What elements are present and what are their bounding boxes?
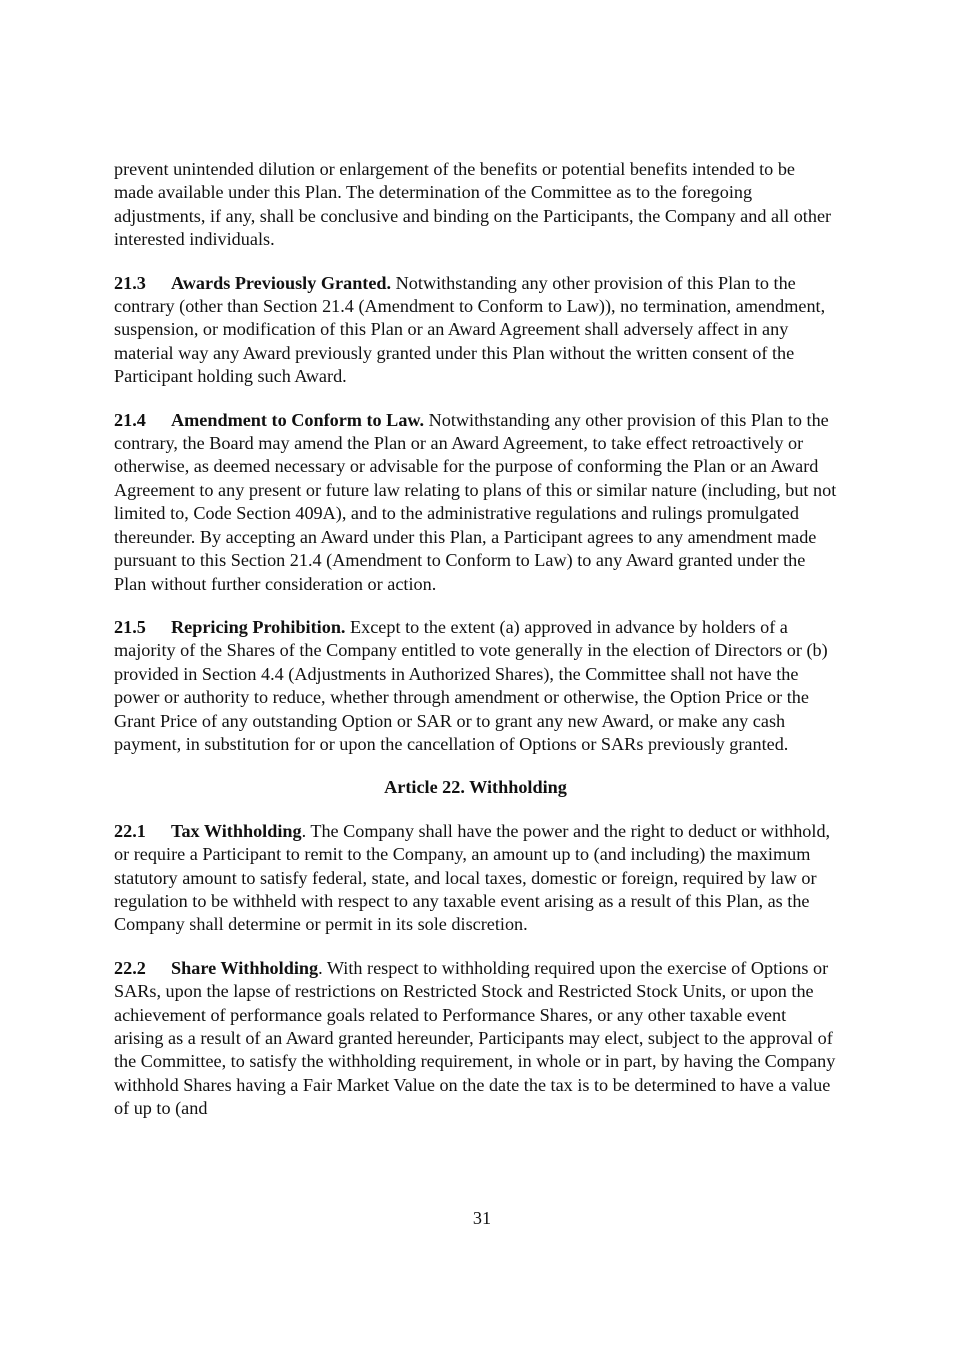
section-body: Notwithstanding any other provision of this Plan to the contrary (other than Section 21.4 (Amendment to Conform to Law)), no termination, amendment, suspension, or modification of this Plan or an Award Agreement shall adversely affect in any material way any Award previously granted under this Plan without the written consent of the Participant holding such Award. (114, 272, 826, 387)
section-body: Notwithstanding any other provision of this Plan to the contrary, the Board may amend the Plan or an Award Agreement, to take effect retroactively or otherwise, as deemed necessary or advisable for the purpose of conforming the Plan or an Award Agreement to any present or future law relating to plans of this or similar nature (including, but not limited to, Code Section 409A), and to the administrative regulations and rulings promulgated thereunder. By accepting an Award under this Plan, a Participant agrees to any amendment made pursuant to this Section 21.4 (Amendment to Conform to Law) to any Award granted under the Plan without further consideration or action. (114, 409, 837, 594)
continuation-paragraph: prevent unintended dilution or enlargement of the benefits or potential benefits intended to be made available under this Plan. The determination of the Committee as to the foregoing adjustments, if any, shall be conclusive and binding on the Participants, the Company and all other interested individuals. (114, 159, 832, 250)
section-title: Amendment to Conform to Law. (171, 409, 425, 430)
section-body: Except to the extent (a) approved in advance by holders of a majority of the Shares of the Company entitled to vote generally in the election of Directors or (b) provided in Section 4.4 (Adjustments in Authorized Shares), the Committee shall not have the power or authority to reduce, whether through amendment or otherwise, the Option Price or the Grant Price of any outstanding Option or SAR or to grant any new Award, or make any cash payment, in substitution for or upon the cancellation of Options or SARs previously granted. (114, 616, 828, 754)
section-number: 22.2 (114, 957, 146, 978)
section-body: . With respect to withholding required upon the exercise of Options or SARs, upon the lapse of restrictions on Restricted Stock and Restricted Stock Units, or upon the achievement of performance goals related to Performance Shares, or any other taxable event arising as a result of an Award granted hereunder, Participants may elect, subject to the approval of the Committee, to satisfy the withholding requirement, in whole or in part, by having the Company withhold Shares having a Fair Market Value on the date the tax is to be determined to have a value of up to (and (114, 957, 836, 1119)
section-21-5 (114, 616, 837, 756)
page-number: 31 (472, 1208, 492, 1228)
section-number: 21.4 (114, 409, 146, 430)
section-body: . The Company shall have the power and the right to deduct or withhold, or require a Participant to remit to the Company, an amount up to (and including) the maximum statutory amount to satisfy federal, state, and local taxes, domestic or foreign, required by law or regulation to be withheld with respect to any taxable event arising as a result of this Plan, as the Company shall determine or permit in its sole discretion. (114, 820, 831, 935)
section-21-4 (114, 409, 837, 596)
section-number: 21.3 (114, 272, 146, 293)
section-title: Tax Withholding (171, 820, 302, 841)
section-22-2 (114, 957, 837, 1121)
section-title: Share Withholding (171, 957, 319, 978)
section-number: 22.1 (114, 820, 146, 841)
section-22-1 (114, 820, 837, 937)
section-21-3 (114, 272, 837, 389)
section-number: 21.5 (114, 616, 146, 637)
article-heading: Article 22. Withholding (384, 777, 567, 798)
page-body (114, 158, 837, 1141)
section-title: Repricing Prohibition. (171, 616, 346, 637)
section-title: Awards Previously Granted. (171, 272, 392, 293)
